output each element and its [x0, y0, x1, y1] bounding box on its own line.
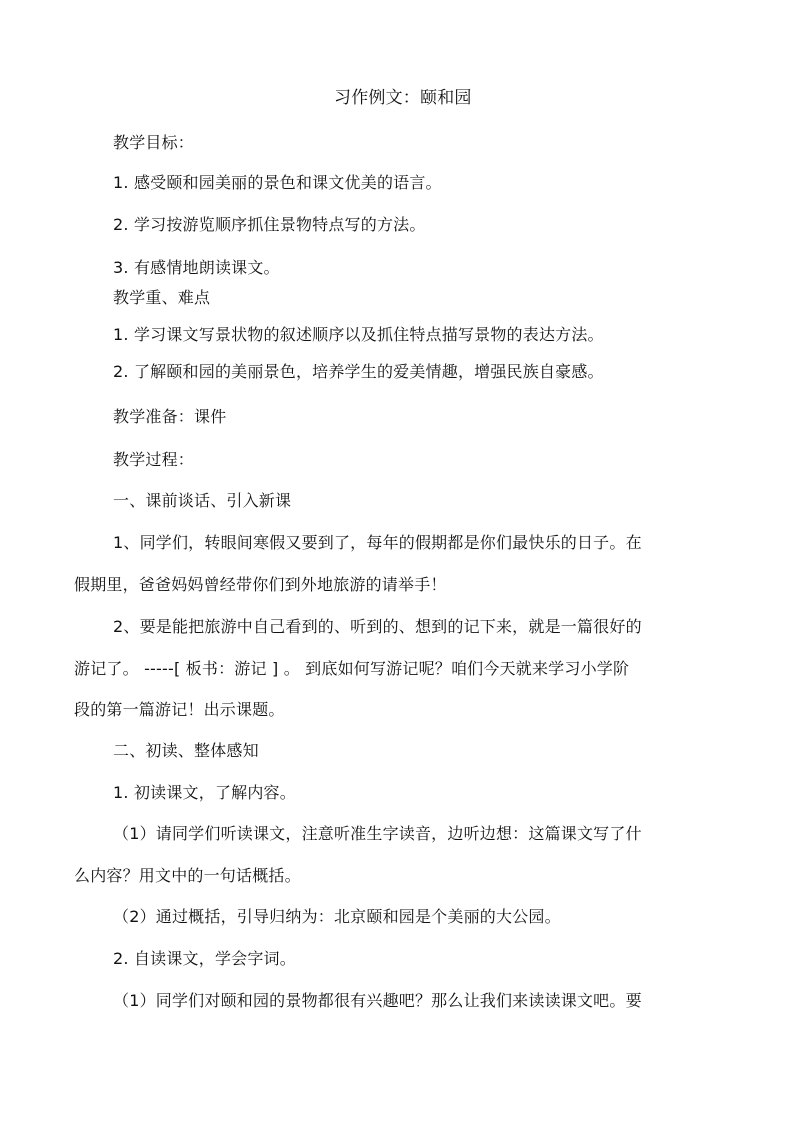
text-line: 1. 学习课文写景状物的叙述顺序以及抓住特点描写景物的表达方法。: [113, 325, 604, 344]
document-title: 习作例文：颐和园: [334, 88, 472, 108]
heading-teaching-goals: 教学目标：: [113, 133, 195, 152]
text-line: （1）同学们对颐和园的景物都很有兴趣吧？那么让我们来读读课文吧。要: [113, 991, 642, 1010]
text-line: 段的第一篇游记！出示课题。: [74, 700, 285, 719]
text-line: （1）请同学们听读课文，注意听准生字读音，边听边想：这篇课文写了什: [113, 824, 642, 843]
text-line: 游记了。 -----[ 板书：游记 ] 。 到底如何写游记呢？咱们今天就来学习小学阶: [74, 659, 630, 678]
text-line: 1. 初读课文，了解内容。: [113, 783, 296, 802]
text-line: 1. 感受颐和园美丽的景色和课文优美的语言。: [113, 173, 442, 192]
text-line: 1、同学们，转眼间寒假又要到了，每年的假期都是你们最快乐的日子。在: [113, 533, 642, 552]
heading-process: 教学过程：: [113, 450, 195, 469]
text-line: 3. 有感情地朗读课文。: [113, 258, 280, 277]
section-heading: 一、课前谈话、引入新课: [113, 491, 292, 510]
text-line: （2）通过概括，引导归纳为：北京颐和园是个美丽的大公园。: [113, 907, 561, 926]
heading-preparation: 教学准备：课件: [113, 407, 227, 426]
text-line: 假期里，爸爸妈妈曾经带你们到外地旅游的请举手！: [74, 575, 447, 594]
section-heading: 二、初读、整体感知: [113, 741, 259, 760]
text-line: 2、要是能把旅游中自己看到的、听到的、想到的记下来，就是一篇很好的: [113, 617, 642, 636]
text-line: 2. 自读课文，学会字词。: [113, 949, 296, 968]
text-line: 么内容？用文中的一句话概括。: [74, 866, 301, 885]
text-line: 2. 了解颐和园的美丽景色，培养学生的爱美情趣，增强民族自豪感。: [113, 362, 604, 381]
heading-key-points: 教学重、难点: [113, 288, 211, 307]
text-line: 2. 学习按游览顺序抓住景物特点写的方法。: [113, 215, 426, 234]
